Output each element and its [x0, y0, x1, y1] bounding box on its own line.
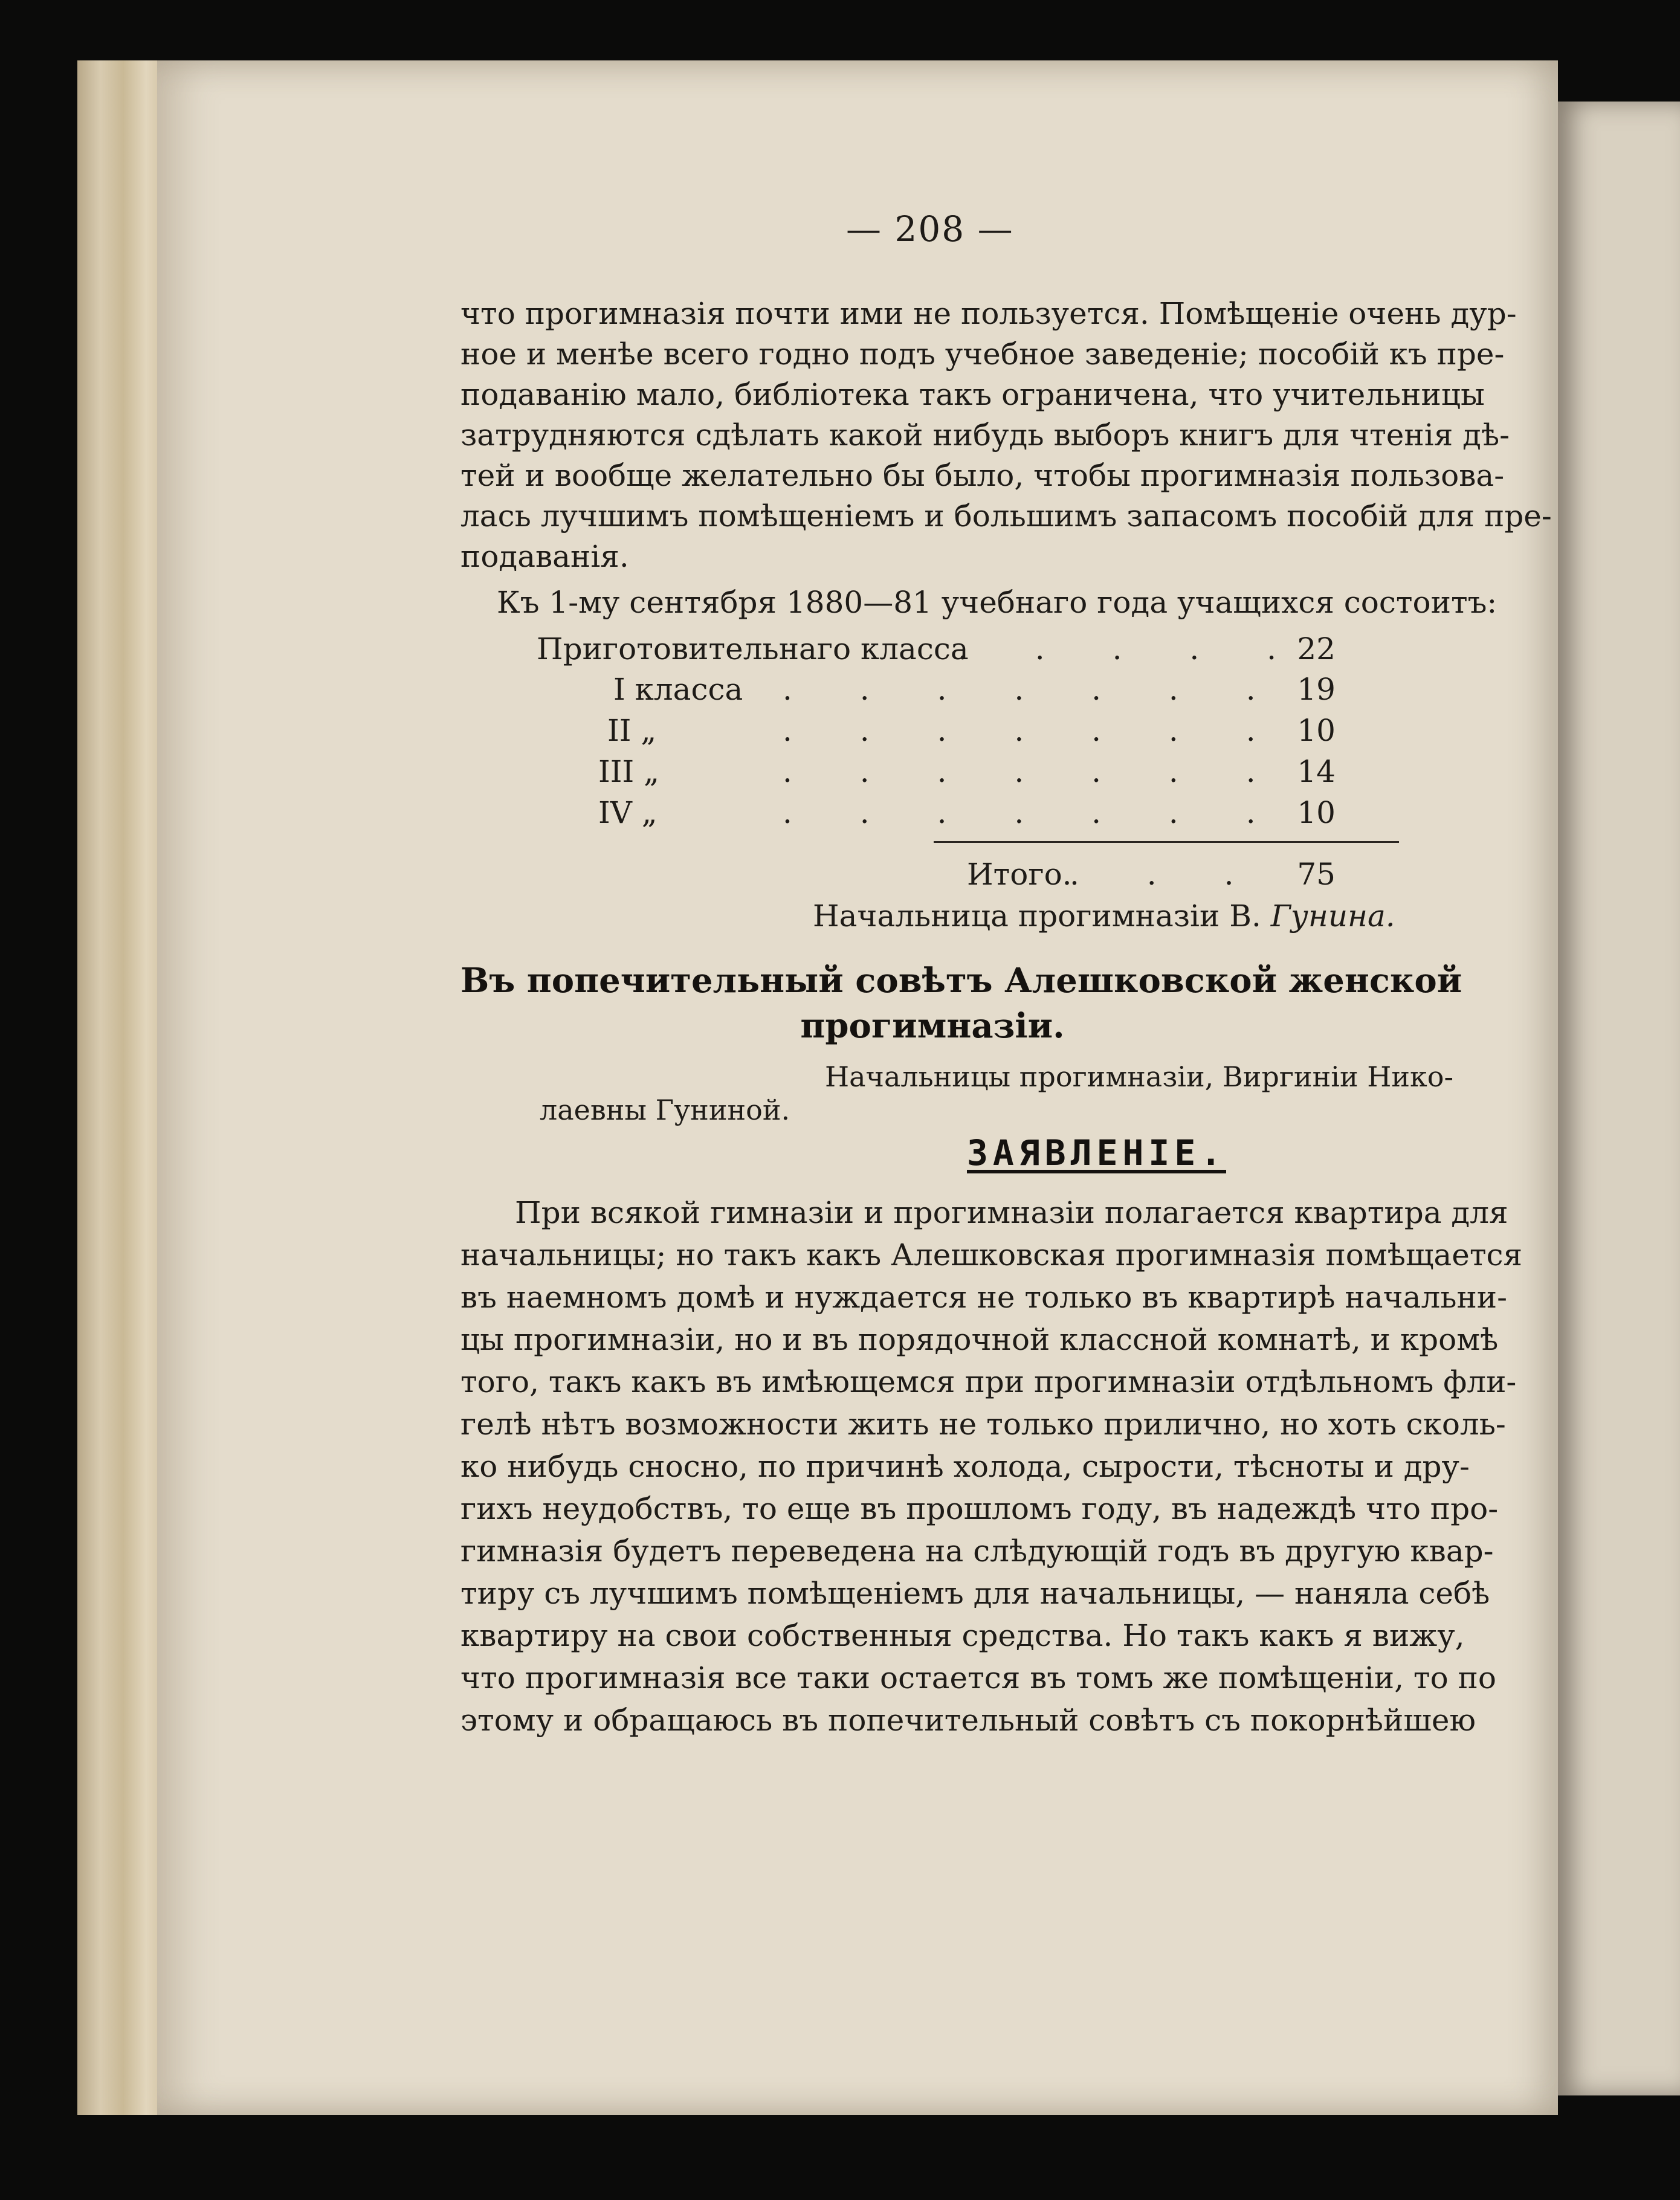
intro-line: ное и менѣе всего годно подъ учебное заведеніе; пособій къ пре- [460, 337, 1505, 372]
byline-line: Начальницы прогимназіи, Виргиніи Нико- [825, 1060, 1453, 1093]
statement-line: гихъ неудобствъ, то еще въ прошломъ году, въ надеждѣ что про- [460, 1491, 1499, 1526]
statement-line: что прогимназія все таки остается въ томъ же помѣщеніи, то по [460, 1660, 1496, 1695]
statement-line: тиру съ лучшимъ помѣщеніемъ для начальницы, — наняла себѣ [460, 1576, 1490, 1611]
signature-surname: Гунина. [1270, 898, 1395, 934]
enrollment-label: III „ [598, 754, 660, 789]
signature [813, 898, 1395, 934]
enrollment-count: 10 [1297, 713, 1336, 748]
leader-dots: . . . . . . . [783, 672, 1285, 707]
signature-prefix: Начальница прогимназіи В. [813, 898, 1261, 934]
total-label: Итого. [967, 857, 1072, 892]
leader-dots: . . . . . . . [783, 754, 1285, 789]
intro-line: затрудняются сдѣлать какой нибудь выборъ книгъ для чтенія дѣ- [460, 418, 1510, 453]
leader-dots: . . . . . [958, 631, 1306, 666]
leader-dots: . . . [1070, 857, 1263, 892]
intro-line: тей и вообще желательно бы было, чтобы прогимназія пользова- [460, 458, 1505, 493]
section-heading-line: прогимназіи. [800, 1006, 1065, 1046]
intro-line: что прогимназія почти ими не пользуется. Помѣщеніе очень дур- [460, 296, 1517, 331]
leader-dots: . . . . . . . [783, 795, 1285, 830]
enrollment-label: Приготовительнаго класса [537, 631, 969, 666]
statement-line: ко нибудь сносно, по причинѣ холода, сырости, тѣсноты и дру- [460, 1449, 1470, 1484]
intro-line: лась лучшимъ помѣщеніемъ и большимъ запасомъ пособій для пре- [460, 498, 1552, 534]
statement-title: ЗАЯВЛЕНІЕ. [967, 1132, 1227, 1173]
enrollment-count: 14 [1297, 754, 1336, 789]
leader-dots: . . . . . . . [783, 713, 1285, 748]
enrollment-intro: Къ 1-му сентября 1880—81 учебнаго года учащихся состоитъ: [497, 585, 1497, 620]
intro-line: подаванію мало, библіотека такъ ограничена, что учительницы [460, 377, 1485, 412]
statement-line: гимназія будетъ переведена на слѣдующій годъ въ другую квар- [460, 1534, 1494, 1569]
statement-line: въ наемномъ домѣ и нуждается не только въ квартирѣ начальни- [460, 1280, 1508, 1315]
total-count: 75 [1297, 857, 1336, 892]
byline-line: лаевны Гуниной. [540, 1094, 790, 1126]
section-heading-line: Въ попечительный совѣтъ Алешковской женской [460, 961, 1462, 1001]
statement-line: того, такъ какъ въ имѣющемся при прогимназіи отдѣльномъ фли- [460, 1364, 1517, 1399]
intro-line: подаванія. [460, 539, 629, 574]
enrollment-count: 19 [1297, 672, 1336, 707]
enrollment-count: 22 [1297, 631, 1336, 666]
total-rule [934, 841, 1399, 843]
enrollment-label: II „ [607, 713, 657, 748]
statement-line: квартиру на свои собственныя средства. Но такъ какъ я вижу, [460, 1618, 1465, 1653]
facing-page-edge [1558, 102, 1680, 2095]
statement-line: гелѣ нѣтъ возможности жить не только прилично, но хоть сколь- [460, 1407, 1506, 1442]
statement-line: цы прогимназіи, но и въ порядочной классной комнатѣ, и кромѣ [460, 1322, 1499, 1357]
page-number: — 208 — [846, 208, 1014, 250]
enrollment-count: 10 [1297, 795, 1336, 830]
enrollment-label: I класса [613, 672, 743, 707]
statement-line: начальницы; но такъ какъ Алешковская прогимназія помѣщается [460, 1237, 1523, 1273]
statement-line: При всякой гимназіи и прогимназіи полагается квартира для [515, 1195, 1508, 1230]
statement-line: этому и обращаюсь въ попечительный совѣтъ съ покорнѣйшею [460, 1703, 1476, 1738]
enrollment-label: IV „ [598, 795, 657, 830]
